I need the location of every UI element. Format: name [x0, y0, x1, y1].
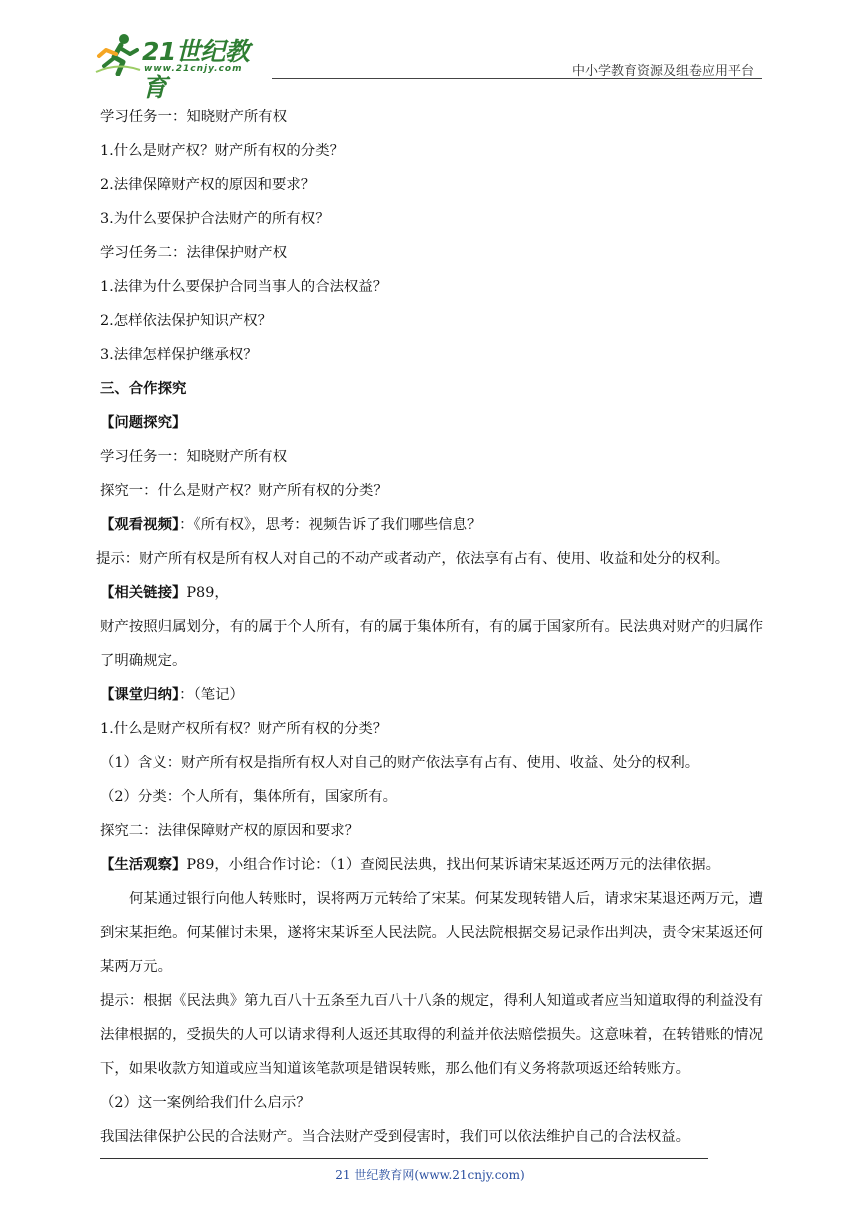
link-text: P89， — [186, 585, 229, 601]
definition-line: （1）含义：财产所有权是指所有权人对自己的财产依法享有占有、使用、收益、处分的权利。 — [100, 755, 700, 771]
summary-line — [100, 678, 763, 712]
section-heading: 三、合作探究 — [100, 380, 187, 397]
video-line — [100, 508, 763, 542]
document-body — [96, 100, 763, 1154]
summary-text: ：（笔记） — [179, 687, 244, 703]
summary-label: 【课堂归纳】 — [100, 686, 180, 703]
footer-divider — [100, 1158, 708, 1159]
observation-text: P89，小组合作讨论：（1）查阅民法典，找出何某诉请宋某返还两万元的法律依据。 — [186, 857, 720, 873]
video-label: 【观看视频】 — [100, 516, 180, 533]
task-two-heading: 学习任务二：法律保护财产权 — [100, 245, 288, 261]
question-line: 3.为什么要保护合法财产的所有权？ — [100, 211, 330, 227]
link-paragraph: 财产按照归属划分，有的属于个人所有，有的属于集体所有，有的属于国家所有。民法典对财产的归属作了明确规定。 — [100, 619, 763, 669]
inquiry-heading: 探究一：什么是财产权？财产所有权的分类？ — [100, 483, 388, 499]
subsection-heading: 【问题探究】 — [100, 414, 187, 431]
header-divider — [272, 78, 762, 79]
question-line: （2）这一案例给我们什么启示？ — [100, 1095, 311, 1111]
task-one-heading: 学习任务一：知晓财产所有权 — [100, 449, 288, 465]
video-text: ：《所有权》，思考：视频告诉了我们哪些信息？ — [179, 517, 482, 533]
site-logo[interactable] — [92, 30, 267, 102]
task-one-heading: 学习任务一：知晓财产所有权 — [100, 109, 288, 125]
runner-logo-icon — [94, 32, 142, 76]
question-line: 2.怎样依法保护知识产权？ — [100, 313, 273, 329]
hint-paragraph: 提示：根据《民法典》第九百八十五条至九百八十八条的规定，得利人知道或者应当知道取得的利益没有法律根据的，受损失的人可以请求得利人返还其取得的利益并依法赔偿损失。这意味着，在转错账的情况下，如果收款方知道或应当知道该笔款项是错误转账，那么他们有义务将款项返还给转账方。 — [100, 993, 763, 1077]
observation-line — [100, 848, 763, 882]
hint-line: 提示：财产所有权是所有权人对自己的不动产或者动产，依法享有占有、使用、收益和处分的权利。 — [96, 551, 730, 567]
footer-link[interactable]: 21 世纪教育网(www.21cnjy.com) — [335, 1168, 525, 1182]
question-line: 2.法律保障财产权的原因和要求？ — [100, 177, 316, 193]
page-header — [92, 30, 762, 102]
platform-title: 中小学教育资源及组卷应用平台 — [571, 64, 754, 79]
question-line: 3.法律怎样保护继承权？ — [100, 347, 258, 363]
link-line — [100, 576, 763, 610]
logo-url: www.21cnjy.com — [144, 64, 243, 74]
inquiry-heading: 探究二：法律保障财产权的原因和要求？ — [100, 823, 360, 839]
observation-label: 【生活观察】 — [100, 856, 187, 873]
classification-line: （2）分类：个人所有，集体所有，国家所有。 — [100, 789, 397, 805]
link-label: 【相关链接】 — [100, 584, 187, 601]
conclusion-line: 我国法律保护公民的合法财产。当合法财产受到侵害时，我们可以依法维护自己的合法权益。 — [100, 1129, 691, 1145]
case-paragraph: 何某通过银行向他人转账时，误将两万元转给了宋某。何某发现转错人后，请求宋某退还两万元，遭到宋某拒绝。何某催讨未果，遂将宋某诉至人民法院。人民法院根据交易记录作出判决，责令宋某返还何某两万元。 — [100, 891, 763, 975]
question-line: 1.法律为什么要保护合同当事人的合法权益？ — [100, 279, 388, 295]
summary-question: 1.什么是财产权所有权？财产所有权的分类？ — [100, 721, 388, 737]
logo-text: 21世纪教育 — [142, 37, 250, 102]
question-line: 1.什么是财产权？财产所有权的分类？ — [100, 143, 344, 159]
